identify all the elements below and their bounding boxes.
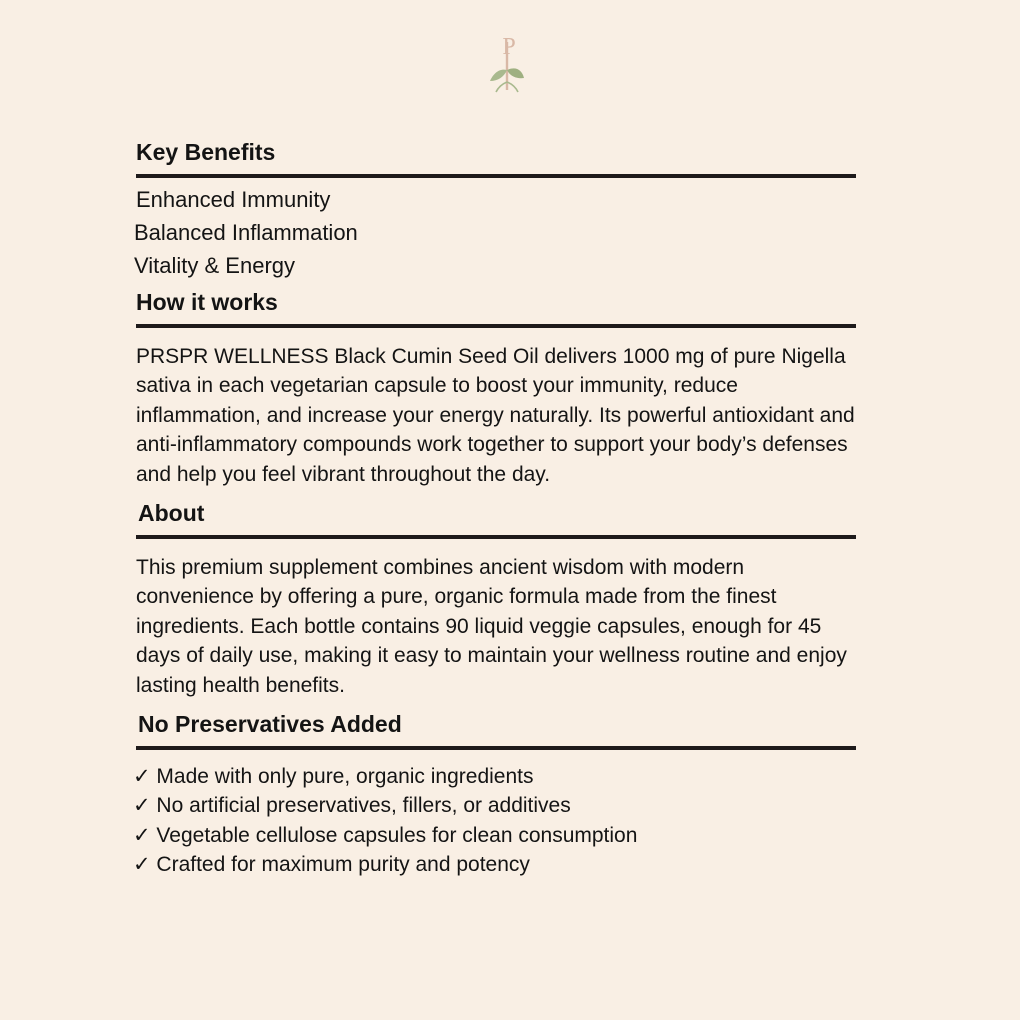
brand-logo-icon bbox=[486, 32, 528, 94]
how-it-works-text: PRSPR WELLNESS Black Cumin Seed Oil delivers 1000 mg of pure Nigella sativa in each vegetarian capsule to boost your immunity, reduce inflammation, and increase your energy naturally. Its powerful antioxidant and anti-inflammatory compounds work together to support your body’s defenses and help you feel vibrant throughout the day. bbox=[136, 345, 855, 486]
list-item: ✓ Vegetable cellulose capsules for clean consumption bbox=[133, 823, 638, 847]
logo-root-right bbox=[507, 82, 518, 92]
key-benefits-list bbox=[136, 183, 856, 282]
no-preservatives-list bbox=[133, 762, 856, 880]
logo-root-left bbox=[496, 82, 507, 92]
list-item: Vitality & Energy bbox=[134, 253, 296, 278]
logo-leaf-right bbox=[507, 68, 524, 78]
product-details bbox=[133, 134, 856, 880]
logo-leaf-left bbox=[490, 70, 507, 81]
list-item: ✓ Made with only pure, organic ingredients bbox=[133, 765, 534, 789]
about-text: This premium supplement combines ancient wisdom with modern convenience by offering a pure, organic formula made from the finest ingredients. Each bottle contains 90 liquid veggie capsules, enough for 45 days of daily use, making it easy to maintain your wellness routine and enjoy lasting health benefits. bbox=[136, 556, 847, 697]
how-it-works-heading: How it works bbox=[136, 284, 856, 328]
no-preservatives-heading: No Preservatives Added bbox=[136, 706, 856, 750]
list-item: ✓ No artificial preservatives, fillers, or additives bbox=[133, 794, 571, 818]
list-item: Balanced Inflammation bbox=[134, 220, 358, 245]
logo-letter: P bbox=[502, 34, 516, 60]
list-item: ✓ Crafted for maximum purity and potency bbox=[133, 853, 530, 877]
list-item: Enhanced Immunity bbox=[136, 187, 331, 212]
about-heading: About bbox=[136, 495, 856, 539]
key-benefits-heading: Key Benefits bbox=[136, 134, 856, 178]
